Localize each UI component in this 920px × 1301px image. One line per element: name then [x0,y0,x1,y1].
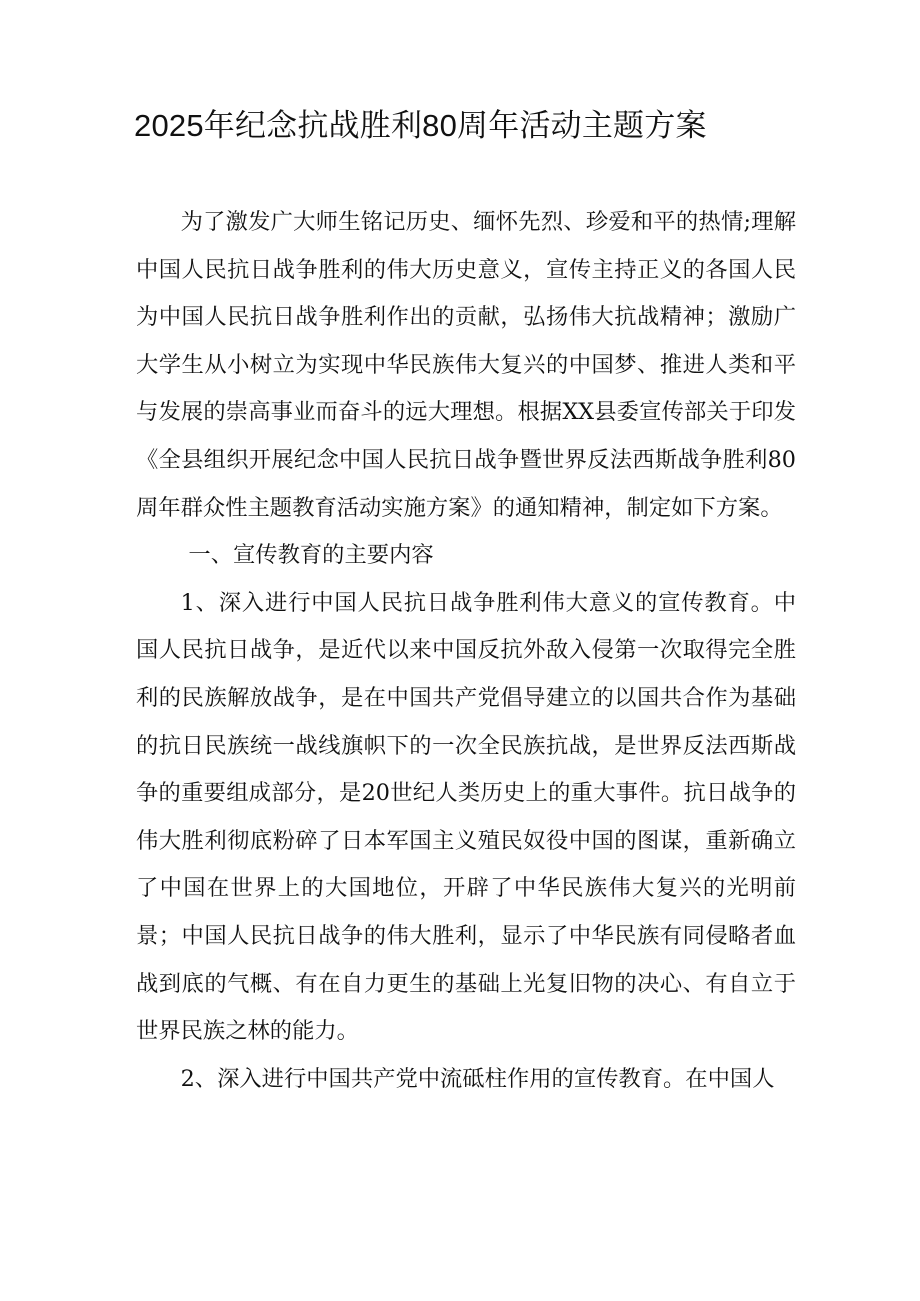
item-2-paragraph: 2、深入进行中国共产党中流砥柱作用的宣传教育。在中国人 [180,1065,775,1092]
section-heading: 一、宣传教育的主要内容 [188,542,434,569]
item-1-paragraph: 1、深入进行中国人民抗日战争胜利伟大意义的宣传教育。中国人民抗日战争，是近代以来中国反抗外敌入侵第一次取得完全胜利的民族解放战争，是在中国共产党倡导建立的以国共合作为基础的抗日民族统一战线旗帜下的一次全民族抗战，是世界反法西斯战争的重要组成部分，是20世纪人类历史上的重大事件。抗日战争的伟大胜利彻底粉碎了日本军国主义殖民奴役中国的图谋，重新确立了中国在世界上的大国地位，开辟了中华民族伟大复兴的光明前景；中国人民抗日战争的伟大胜利，显示了中华民族有同侵略者血战到底的气概、有在自力更生的基础上光复旧物的决心、有自立于世界民族之林的能力。 [136,589,796,1045]
document-body [136,199,796,1103]
document-title: 2025年纪念抗战胜利80周年活动主题方案 [134,108,707,143]
intro-paragraph: 为了激发广大师生铭记历史、缅怀先烈、珍爱和平的热情;理解中国人民抗日战争胜利的伟大历史意义，宣传主持正义的各国人民为中国人民抗日战争胜利作出的贡献，弘扬伟大抗战精神；激励广大学生从小树立为实现中华民族伟大复兴的中国梦、推进人类和平与发展的崇高事业而奋斗的远大理想。根据XX县委宣传部关于印发《全县组织开展纪念中国人民抗日战争暨世界反法西斯战争胜利80周年群众性主题教育活动实施方案》的通知精神，制定如下方案。 [136,209,796,521]
